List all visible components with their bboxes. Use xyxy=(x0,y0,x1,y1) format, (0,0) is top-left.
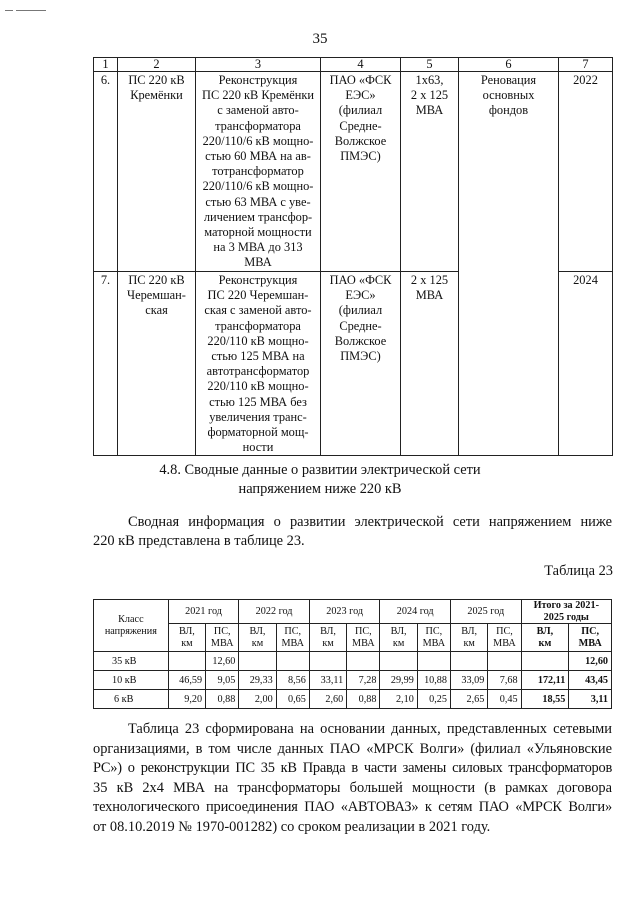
text-line: Реновация xyxy=(480,73,537,87)
text-line: 220/110 кВ мощно- xyxy=(207,379,309,394)
object-cell xyxy=(118,272,196,456)
text-line: тотрансформатор xyxy=(212,164,304,179)
closing-line: 35 кВ 2х4 МВА на трансформаторы большей мощности (в рамках договора xyxy=(93,779,612,796)
text-line: ВЛ, xyxy=(536,626,554,637)
text-line: ПС, xyxy=(496,626,513,637)
text-line: ПС 220 кВ xyxy=(128,273,185,287)
year-header: 2025 год xyxy=(450,600,521,624)
year-header: 2022 год xyxy=(239,600,310,624)
value-cell: 8,56 xyxy=(276,671,309,690)
closing-line: технологического присоединения ПАО «АВТОВАЗ» к сетям ПАО «МРСК Волги» xyxy=(93,799,612,815)
vl-header xyxy=(521,624,569,652)
text-line: км xyxy=(538,637,552,649)
text-line: ПС 220 кВ Кремёнки xyxy=(202,88,314,103)
table-row xyxy=(94,690,612,709)
page-number: 35 xyxy=(312,31,328,47)
value-cell: 9,05 xyxy=(206,671,239,690)
text-line: МВА xyxy=(352,637,375,649)
text-line: Волжское xyxy=(334,333,387,348)
text-line: км xyxy=(392,637,405,649)
value-cell xyxy=(450,652,487,671)
ps-header xyxy=(347,624,380,652)
total-ps-cell: 3,11 xyxy=(569,690,612,709)
value-cell: 33,11 xyxy=(309,671,346,690)
text-line: ПАО «ФСК xyxy=(329,73,392,87)
text-line: км xyxy=(322,637,334,649)
capacity-cell xyxy=(401,72,459,272)
value-cell: 9,20 xyxy=(168,690,205,709)
value-cell: 2,10 xyxy=(380,690,417,709)
ps-header xyxy=(488,624,521,652)
total-ps-cell: 43,45 xyxy=(569,671,612,690)
description-cell xyxy=(196,72,321,272)
closing-line: РС») о реконструкции ПС 35 кВ Правда в части замены силовых трансформаторов xyxy=(93,760,612,776)
text-line: ская с заменой авто- xyxy=(204,303,312,318)
row-number: 6. xyxy=(94,72,118,272)
value-cell: 29,99 xyxy=(380,671,417,690)
projects-table xyxy=(93,57,613,456)
text-line: МВА xyxy=(422,637,446,649)
text-line: 2 х 125 xyxy=(410,88,449,103)
text-line: ПМЭС) xyxy=(340,349,381,364)
closing-line: организациями, в том числе данных ПАО «МРСК Волги» (филиал «Ульяновские xyxy=(93,740,612,757)
text-line: ПС, xyxy=(213,626,231,637)
text-line: на 3 МВА до 313 xyxy=(213,240,303,255)
value-cell: 46,59 xyxy=(168,671,205,690)
text-line: Реконструкция xyxy=(218,73,298,87)
organization-cell xyxy=(321,72,401,272)
text-line: МВА xyxy=(415,103,444,118)
text-line: ВЛ, xyxy=(390,626,407,637)
year-header: 2023 год xyxy=(309,600,380,624)
value-cell: 0,65 xyxy=(276,690,309,709)
text-line: напряжения xyxy=(104,625,157,637)
table-row xyxy=(94,671,612,690)
total-vl-cell: 18,55 xyxy=(521,690,569,709)
text-line: Средне- xyxy=(339,318,382,333)
value-cell xyxy=(309,652,346,671)
intro-line: Сводная информация о развитии электрической сети напряжением ниже xyxy=(128,514,612,530)
total-header xyxy=(521,600,611,624)
header-cell: 2 xyxy=(118,58,196,72)
text-line: МВА xyxy=(578,637,602,649)
text-line: личением трансфор- xyxy=(203,209,313,224)
text-line: ПС 220 Черемшан- xyxy=(207,288,309,303)
value-cell: 0,88 xyxy=(206,690,239,709)
row-number: 7. xyxy=(94,272,118,456)
text-line: трансформатора xyxy=(215,118,301,133)
text-line: МВА xyxy=(210,637,234,649)
text-line: ЕЭС» xyxy=(345,288,376,303)
value-cell: 2,00 xyxy=(239,690,276,709)
table-header-row xyxy=(94,58,613,72)
text-line: 2 х 125 xyxy=(410,273,449,287)
text-line: ПС, xyxy=(284,626,302,637)
summary-table xyxy=(93,599,612,709)
text-line: МВА xyxy=(281,637,305,649)
organization-cell xyxy=(321,272,401,456)
value-cell xyxy=(488,652,521,671)
text-line: МВА xyxy=(493,637,516,649)
text-line: маторной мощности xyxy=(204,225,312,240)
header-cell: 4 xyxy=(321,58,401,72)
total-ps-cell: 12,60 xyxy=(569,652,612,671)
header-cell: 5 xyxy=(401,58,459,72)
value-cell: 2,65 xyxy=(450,690,487,709)
header-cell: 7 xyxy=(559,58,613,72)
object-cell xyxy=(118,72,196,272)
text-line: 1х63, xyxy=(415,73,444,87)
description-cell xyxy=(196,272,321,456)
section-heading: 4.8. Сводные данные о развитии электрической сети xyxy=(159,462,481,478)
text-line: Итого за 2021- xyxy=(533,600,599,611)
text-line: (филиал xyxy=(338,303,383,318)
value-cell: 0,88 xyxy=(347,690,380,709)
text-line: ПС, xyxy=(425,626,443,637)
value-cell xyxy=(380,652,417,671)
section-heading-line2: напряжением ниже 220 кВ xyxy=(238,481,402,497)
year-cell: 2022 xyxy=(559,72,613,272)
intro-line: 220 кВ представлена в таблице 23. xyxy=(93,533,305,549)
class-cell: 10 кВ xyxy=(94,671,169,690)
ps-header xyxy=(417,624,450,652)
text-line: 220/110/6 кВ мощно- xyxy=(202,133,314,148)
closing-line: от 08.10.2019 № 1970-001282) со сроком реализации в 2021 году. xyxy=(93,818,491,835)
value-cell: 2,60 xyxy=(309,690,346,709)
text-line: ВЛ, xyxy=(461,626,478,637)
text-line: км xyxy=(181,637,193,649)
text-line: 220/110 кВ мощно- xyxy=(207,333,309,348)
text-line: стью 125 МВА на xyxy=(211,349,305,364)
text-line: ПАО «ФСК xyxy=(329,273,392,287)
text-line: км xyxy=(251,637,264,649)
value-cell xyxy=(347,652,380,671)
class-cell: 35 кВ xyxy=(94,652,169,671)
reason-cell xyxy=(459,72,559,456)
value-cell: 7,68 xyxy=(488,671,521,690)
ps-header xyxy=(276,624,309,652)
text-line: 2025 годы xyxy=(543,611,589,623)
text-line: Волжское xyxy=(334,133,387,148)
value-cell xyxy=(239,652,276,671)
table-caption: Таблица 23 xyxy=(544,563,613,579)
text-line: км xyxy=(463,637,475,649)
total-vl-cell: 172,11 xyxy=(521,671,569,690)
text-line: Черемшан- xyxy=(127,288,186,303)
capacity-cell xyxy=(401,272,459,456)
text-line: ПС, xyxy=(354,626,372,637)
text-line: Реконструкция xyxy=(218,273,298,287)
text-line: ВЛ, xyxy=(320,626,336,637)
closing-line: Таблица 23 сформирована на основании данных, представленных сетевыми xyxy=(128,721,612,737)
text-line: ВЛ, xyxy=(178,626,195,637)
text-line: автотрансформатор xyxy=(206,364,310,379)
table-row xyxy=(94,652,612,671)
header-cell: 1 xyxy=(94,58,118,72)
text-line: ЕЭС» xyxy=(345,88,376,103)
value-cell: 0,25 xyxy=(417,690,450,709)
class-cell: 6 кВ xyxy=(94,690,169,709)
total-vl-cell xyxy=(521,652,569,671)
text-line: 220/110/6 кВ мощно- xyxy=(202,179,314,194)
year-cell: 2024 xyxy=(559,272,613,456)
ps-header xyxy=(206,624,239,652)
text-line: (филиал xyxy=(338,103,383,118)
text-line: Кремёнки xyxy=(130,88,183,103)
text-line: ности xyxy=(242,440,274,455)
value-cell xyxy=(168,652,205,671)
text-line: с заменой авто- xyxy=(217,103,299,118)
value-cell: 0,45 xyxy=(488,690,521,709)
text-line: Средне- xyxy=(339,118,382,133)
text-line: МВА xyxy=(244,255,272,270)
table-header-row xyxy=(94,600,612,624)
value-cell: 7,28 xyxy=(347,671,380,690)
ps-header xyxy=(569,624,612,652)
text-line: ПС, xyxy=(581,626,600,637)
text-line: стью 125 МВА без xyxy=(209,394,307,409)
vl-header xyxy=(239,624,276,652)
vl-header xyxy=(450,624,487,652)
vl-header xyxy=(309,624,346,652)
text-line: форматорной мощ- xyxy=(207,425,309,440)
table-subheader-row xyxy=(94,624,612,652)
value-cell xyxy=(417,652,450,671)
table-row xyxy=(94,72,613,272)
year-header: 2024 год xyxy=(380,600,451,624)
text-line: стью 60 МВА на ав- xyxy=(205,149,311,164)
corner-mark xyxy=(5,5,49,17)
value-cell: 10,88 xyxy=(417,671,450,690)
value-cell: 12,60 xyxy=(206,652,239,671)
text-line: Класс xyxy=(118,614,144,625)
text-line: увеличения транс- xyxy=(209,409,307,424)
text-line: трансформатора xyxy=(215,318,301,333)
text-line: ПМЭС) xyxy=(340,149,381,164)
vl-header xyxy=(380,624,417,652)
header-cell: 3 xyxy=(196,58,321,72)
text-line: ВЛ, xyxy=(249,626,266,637)
value-cell xyxy=(276,652,309,671)
text-line: стью 63 МВА с уве- xyxy=(205,194,311,209)
text-line: основных xyxy=(482,88,535,103)
value-cell: 29,33 xyxy=(239,671,276,690)
text-line: ская xyxy=(145,303,168,318)
header-cell: 6 xyxy=(459,58,559,72)
year-header: 2021 год xyxy=(168,600,239,624)
text-line: фондов xyxy=(488,103,529,118)
text-line: ПС 220 кВ xyxy=(128,73,185,87)
value-cell: 33,09 xyxy=(450,671,487,690)
text-line: МВА xyxy=(415,288,444,303)
vl-header xyxy=(168,624,205,652)
class-header xyxy=(94,600,169,652)
